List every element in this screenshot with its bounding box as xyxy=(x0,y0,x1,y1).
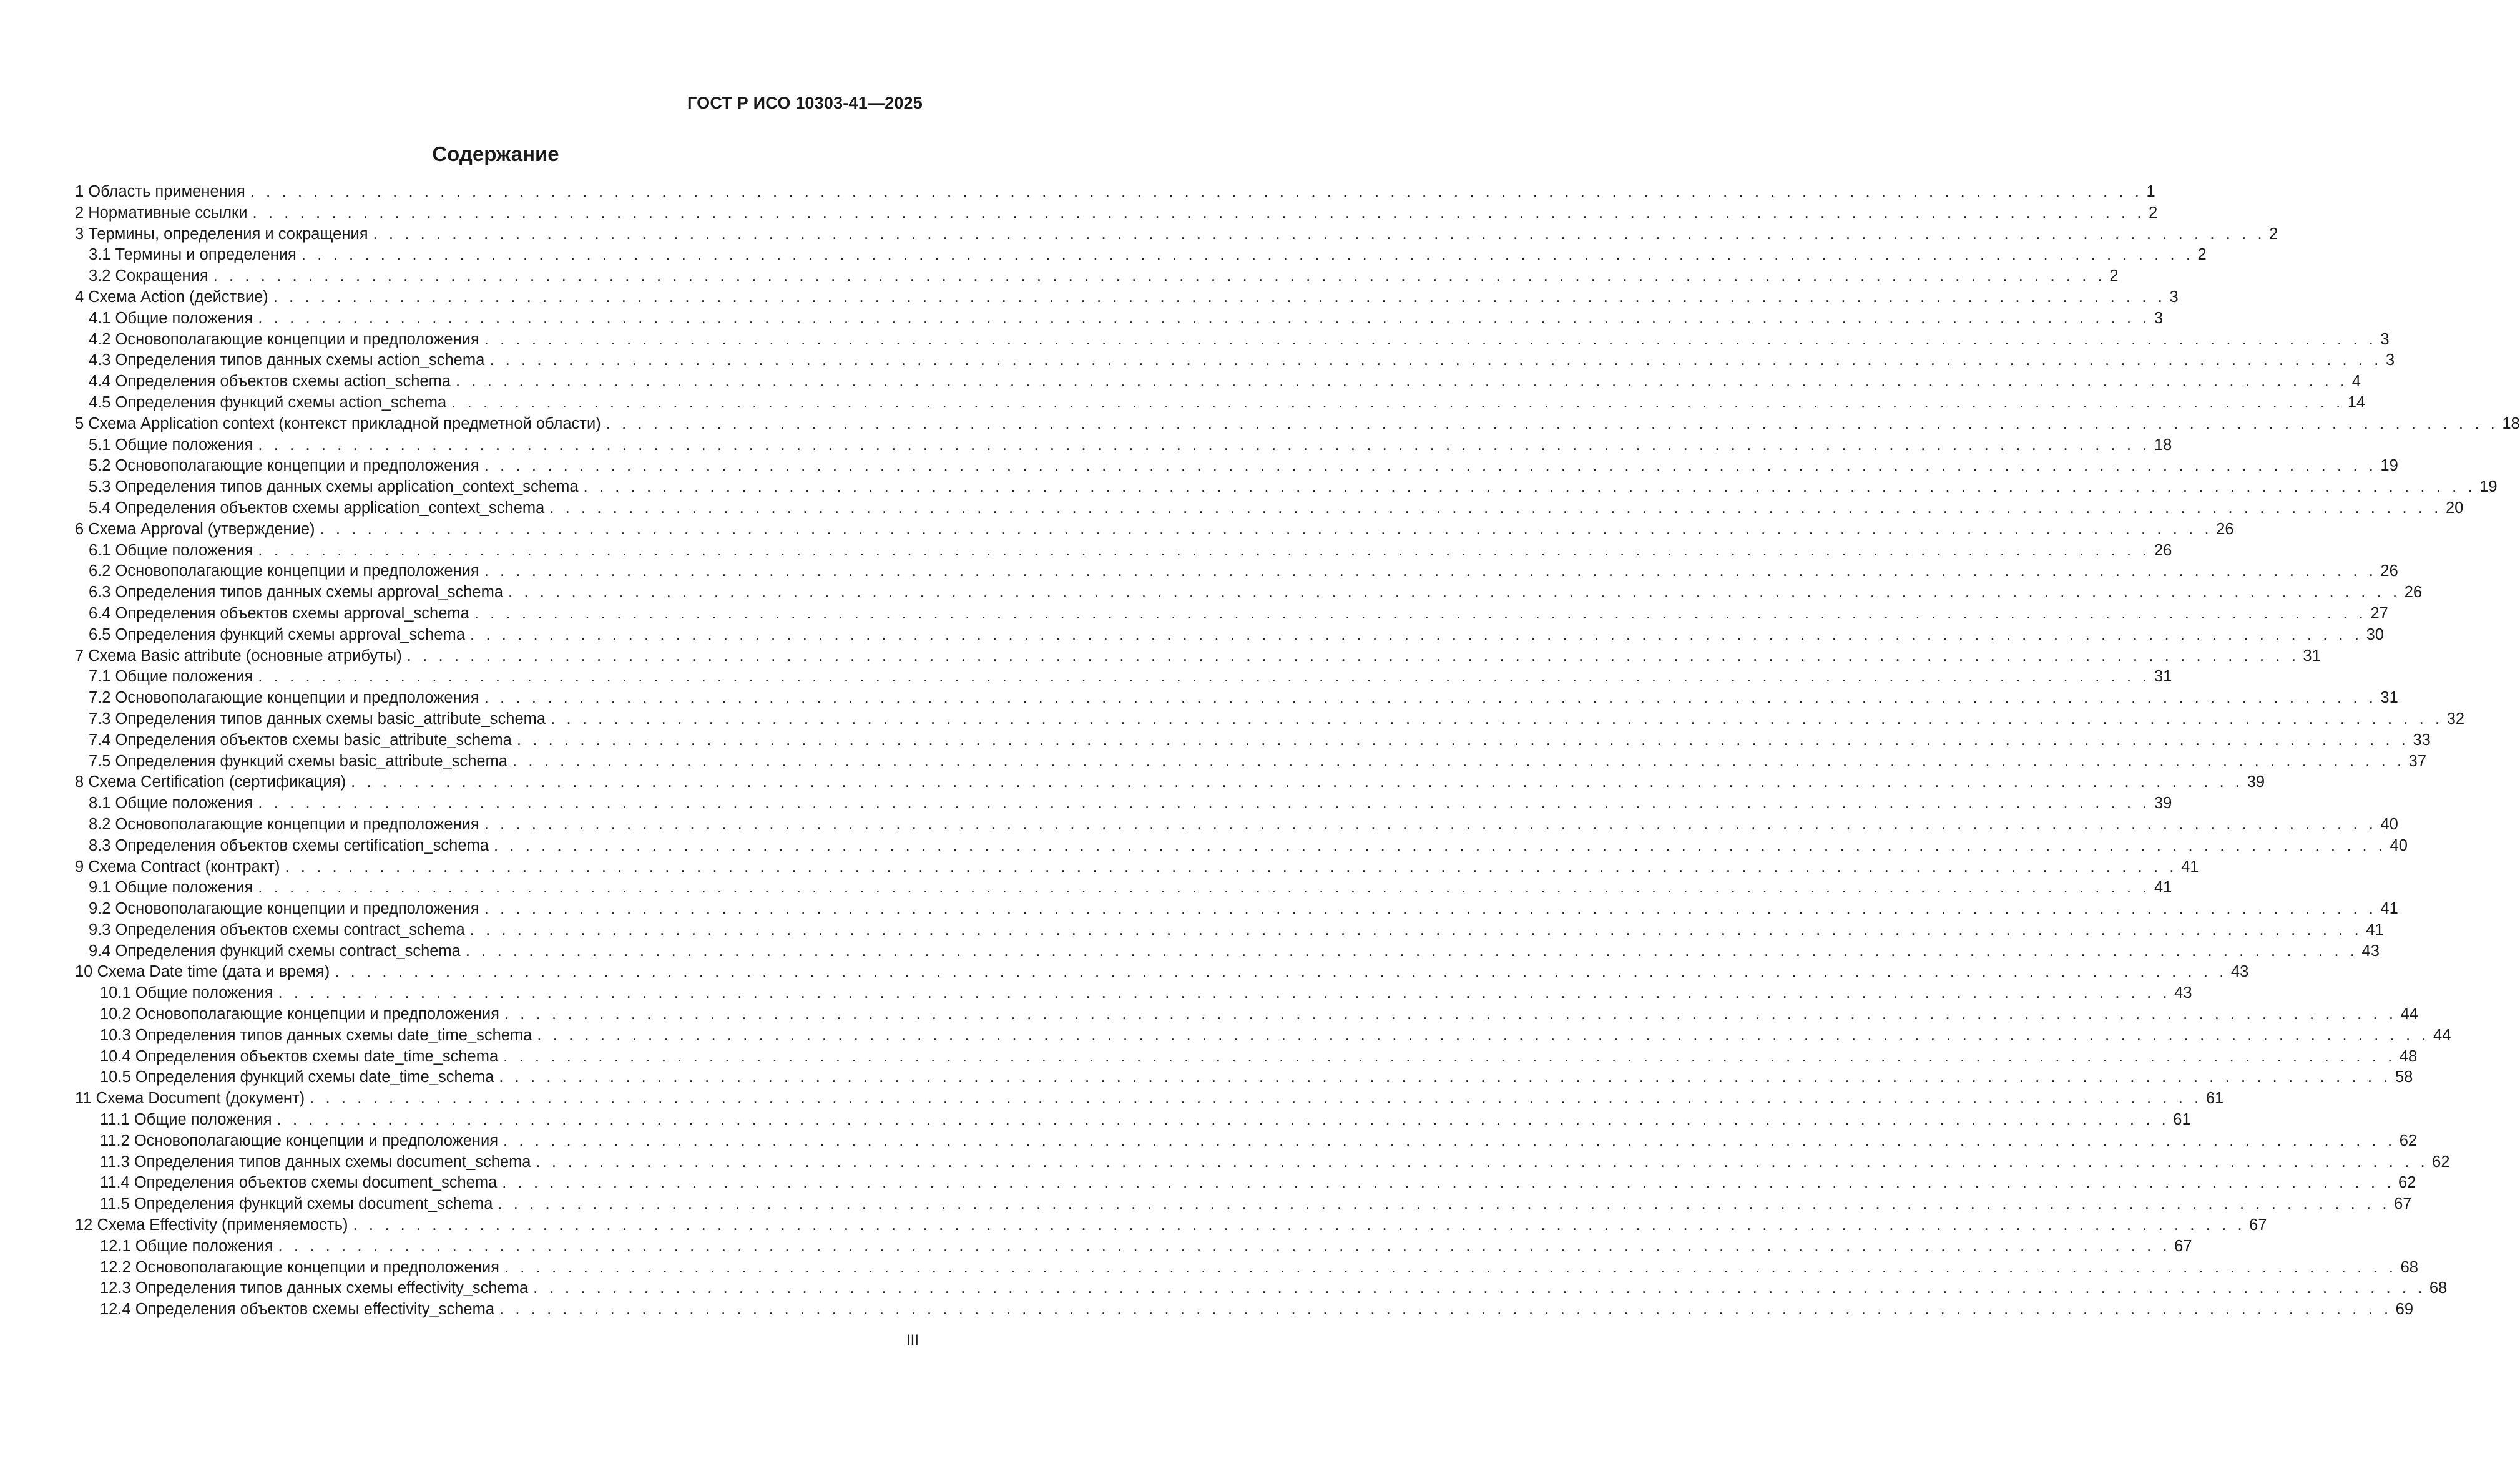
toc-leader-dots: . . . . . . . . . . . . . . . . . . . . . . . . . . . . . . . . . . . . . . . . . . . . . . . . . . . . . . . . . . . . . . . . . . . . . . . . . . . . . . . . . . . . . . . . . . . . . . . . . . . . . . . . . . . . . . . . . . . . . . . . xyxy=(301,246,2194,264)
toc-entry-page: 40 xyxy=(2380,815,2398,833)
toc-entry[interactable] xyxy=(75,1236,2192,1257)
toc-entry[interactable] xyxy=(75,414,2520,435)
toc-entry-label: 6.3 Определения типов данных схемы approval_schema xyxy=(89,583,504,602)
toc-leader-dots: . . . . . . . . . . . . . . . . . . . . . . . . . . . . . . . . . . . . . . . . . . . . . . . . . . . . . . . . . . . . . . . . . . . . . . . . . . . . . . . . . . . . . . . . . . . . . . . . . . . . . . . . . . . . . . . . . . . . . . . . xyxy=(499,1068,2391,1086)
toc-entry-page: 67 xyxy=(2394,1195,2412,1213)
toc-leader-dots: . . . . . . . . . . . . . . . . . . . . . . . . . . . . . . . . . . . . . . . . . . . . . . . . . . . . . . . . . . . . . . . . . . . . . . . . . . . . . . . . . . . . . . . . . . . . . . . . . . . . . . . . . . . . . . . . . . . . . . . . xyxy=(484,689,2377,707)
toc-entry-label: 9 Схема Contract (контракт) xyxy=(75,857,280,876)
toc-entry-page: 68 xyxy=(2429,1279,2448,1297)
toc-entry-page: 2 xyxy=(2109,267,2119,285)
toc-entry-label: 5.2 Основополагающие концепции и предположения xyxy=(89,457,479,475)
toc-entry-label: 5.4 Определения объектов схемы application_context_schema xyxy=(89,499,545,517)
toc-entry-page: 62 xyxy=(2398,1174,2416,1192)
toc-leader-dots: . . . . . . . . . . . . . . . . . . . . . . . . . . . . . . . . . . . . . . . . . . . . . . . . . . . . . . . . . . . . . . . . . . . . . . . . . . . . . . . . . . . . . . . . . . . . . . . . . . . . . . . . . . . . . . . . . . . . . . . . xyxy=(258,541,2150,559)
toc-entry-label: 3.2 Сокращения xyxy=(89,267,208,285)
toc-entry[interactable] xyxy=(75,245,2207,266)
toc-entry-label: 11.3 Определения типов данных схемы document_schema xyxy=(100,1153,531,1171)
toc-entry-page: 1 xyxy=(2146,183,2155,200)
toc-entry[interactable] xyxy=(75,899,2398,920)
toc-entry[interactable] xyxy=(75,1004,2418,1025)
toc-entry-label: 12.2 Основополагающие концепции и предположения xyxy=(100,1258,499,1276)
toc-entry-label: 10.5 Определения функций схемы date_time_schema xyxy=(100,1068,494,1086)
toc-entry-label: 11.2 Основополагающие концепции и предположения xyxy=(100,1131,499,1149)
toc-entry-label: 4.2 Основополагающие концепции и предположения xyxy=(89,330,479,348)
toc-leader-dots: . . . . . . . . . . . . . . . . . . . . . . . . . . . . . . . . . . . . . . . . . . . . . . . . . . . . . . . . . . . . . . . . . . . . . . . . . . . . . . . . . . . . . . . . . . . . . . . . . . . . . . . . . . . . . . . . . . . . . . . . xyxy=(512,752,2405,770)
toc-entry-page: 48 xyxy=(2399,1047,2418,1065)
toc-entry-label: 11.4 Определения объектов схемы document_schema xyxy=(100,1174,498,1192)
toc-leader-dots: . . . . . . . . . . . . . . . . . . . . . . . . . . . . . . . . . . . . . . . . . . . . . . . . . . . . . . . . . . . . . . . . . . . . . . . . . . . . . . . . . . . . . . . . . . . . . . . . . . . . . . . . . . . . . . . . . . . . . . . . xyxy=(250,183,2143,200)
toc-entry-page: 41 xyxy=(2154,879,2172,897)
toc-entry-label: 12 Схема Effectivity (применяемость) xyxy=(75,1216,348,1234)
toc-entry-page: 32 xyxy=(2446,710,2465,728)
toc-leader-dots: . . . . . . . . . . . . . . . . . . . . . . . . . . . . . . . . . . . . . . . . . . . . . . . . . . . . . . . . . . . . . . . . . . . . . . . . . . . . . . . . . . . . . . . . . . . . . . . . . . . . . . . . . . . . . . . . . . . . . . . . xyxy=(583,478,2476,496)
toc-entry[interactable] xyxy=(75,1257,2418,1279)
toc-leader-dots: . . . . . . . . . . . . . . . . . . . . . . . . . . . . . . . . . . . . . . . . . . . . . . . . . . . . . . . . . . . . . . . . . . . . . . . . . . . . . . . . . . . . . . . . . . . . . . . . . . . . . . . . . . . . . . . . . . . . . . . . xyxy=(456,373,2348,391)
toc-leader-dots: . . . . . . . . . . . . . . . . . . . . . . . . . . . . . . . . . . . . . . . . . . . . . . . . . . . . . . . . . . . . . . . . . . . . . . . . . . . . . . . . . . . . . . . . . . . . . . . . . . . . . . . . . . . . . . . . . . . . . . . . xyxy=(469,625,2363,643)
toc-entry[interactable] xyxy=(75,793,2172,814)
toc-leader-dots: . . . . . . . . . . . . . . . . . . . . . . . . . . . . . . . . . . . . . . . . . . . . . . . . . . . . . . . . . . . . . . . . . . . . . . . . . . . . . . . . . . . . . . . . . . . . . . . . . . . . . . . . . . . . . . . . . . . . . . . . xyxy=(258,794,2150,812)
toc-entry-label: 7.3 Определения типов данных схемы basic_attribute_schema xyxy=(89,710,546,728)
toc-entry-label: 2 Нормативные ссылки xyxy=(75,203,248,222)
toc-entry-page: 44 xyxy=(2433,1026,2451,1044)
toc-entry-page: 62 xyxy=(2432,1153,2450,1171)
toc-entry[interactable] xyxy=(75,182,2155,203)
toc-entry-page: 18 xyxy=(2502,414,2520,432)
toc-entry-page: 43 xyxy=(2361,942,2380,960)
toc-entry[interactable] xyxy=(75,941,2380,962)
toc-leader-dots: . . . . . . . . . . . . . . . . . . . . . . . . . . . . . . . . . . . . . . . . . . . . . . . . . . . . . . . . . . . . . . . . . . . . . . . . . . . . . . . . . . . . . . . . . . . . . . . . . . . . . . . . . . . . . . . . . . . . . . . . xyxy=(536,1153,2429,1171)
toc-leader-dots: . . . . . . . . . . . . . . . . . . . . . . . . . . . . . . . . . . . . . . . . . . . . . . . . . . . . . . . . . . . . . . . . . . . . . . . . . . . . . . . . . . . . . . . . . . . . . . . . . . . . . . . . . . . . . . . . . . . . . . . . xyxy=(252,203,2145,222)
toc-entry[interactable] xyxy=(75,561,2398,582)
toc-entry[interactable] xyxy=(75,1067,2413,1088)
toc-entry-page: 2 xyxy=(2197,246,2207,264)
toc-entry-page: 43 xyxy=(2174,984,2192,1002)
toc-entry[interactable] xyxy=(75,877,2172,899)
toc-entry[interactable] xyxy=(75,1278,2448,1299)
toc-entry-page: 68 xyxy=(2400,1258,2418,1276)
toc-entry[interactable] xyxy=(75,203,2158,224)
toc-entry[interactable] xyxy=(75,435,2172,456)
toc-entry-page: 67 xyxy=(2174,1237,2192,1255)
toc-entry-page: 41 xyxy=(2380,900,2398,918)
toc-entry[interactable] xyxy=(75,1173,2416,1194)
toc-entry-page: 26 xyxy=(2404,583,2423,602)
toc-entry-label: 4.3 Определения типов данных схемы action_schema xyxy=(89,351,485,369)
toc-leader-dots: . . . . . . . . . . . . . . . . . . . . . . . . . . . . . . . . . . . . . . . . . . . . . . . . . . . . . . . . . . . . . . . . . . . . . . . . . . . . . . . . . . . . . . . . . . . . . . . . . . . . . . . . . . . . . . . . . . . . . . . . xyxy=(484,457,2377,475)
toc-entry[interactable] xyxy=(75,920,2384,941)
toc-leader-dots: . . . . . . . . . . . . . . . . . . . . . . . . . . . . . . . . . . . . . . . . . . . . . . . . . . . . . . . . . . . . . . . . . . . . . . . . . . . . . . . . . . . . . . . . . . . . . . . . . . . . . . . . . . . . . . . . . . . . . . . . xyxy=(484,330,2377,348)
toc-entry-page: 3 xyxy=(2385,351,2395,369)
toc-entry-page: 2 xyxy=(2149,203,2158,222)
toc-leader-dots: . . . . . . . . . . . . . . . . . . . . . . . . . . . . . . . . . . . . . . . . . . . . . . . . . . . . . . . . . . . . . . . . . . . . . . . . . . . . . . . . . . . . . . . . . . . . . . . . . . . . . . . . . . . . . . . . . . . . . . . . xyxy=(605,414,2499,432)
toc-entry-page: 27 xyxy=(2370,604,2388,622)
toc-leader-dots: . . . . . . . . . . . . . . . . . . . . . . . . . . . . . . . . . . . . . . . . . . . . . . . . . . . . . . . . . . . . . . . . . . . . . . . . . . . . . . . . . . . . . . . . . . . . . . . . . . . . . . . . . . . . . . . . . . . . . . . . xyxy=(278,984,2171,1002)
toc-leader-dots: . . . . . . . . . . . . . . . . . . . . . . . . . . . . . . . . . . . . . . . . . . . . . . . . . . . . . . . . . . . . . . . . . . . . . . . . . . . . . . . . . . . . . . . . . . . . . . . . . . . . . . . . . . . . . . . . . . . . . . . . xyxy=(503,1131,2396,1149)
toc-leader-dots: . . . . . . . . . . . . . . . . . . . . . . . . . . . . . . . . . . . . . . . . . . . . . . . . . . . . . . . . . . . . . . . . . . . . . . . . . . . . . . . . . . . . . . . . . . . . . . . . . . . . . . . . . . . . . . . . . . . . . . . . xyxy=(285,857,2178,876)
toc-entry[interactable] xyxy=(75,1215,2267,1236)
toc-entry[interactable] xyxy=(75,857,2199,878)
toc-entry-label: 10.3 Определения типов данных схемы date_time_schema xyxy=(100,1026,532,1044)
toc-entry-label: 12.4 Определения объектов схемы effectivity_schema xyxy=(100,1300,494,1319)
toc-entry-page: 31 xyxy=(2154,668,2172,686)
toc-entry-label: 11 Схема Document (документ) xyxy=(75,1090,305,1108)
toc-entry-page: 69 xyxy=(2395,1300,2414,1319)
toc-leader-dots: . . . . . . . . . . . . . . . . . . . . . . . . . . . . . . . . . . . . . . . . . . . . . . . . . . . . . . . . . . . . . . . . . . . . . . . . . . . . . . . . . . . . . . . . . . . . . . . . . . . . . . . . . . . . . . . . . . . . . . . . xyxy=(213,267,2106,285)
toc-entry[interactable] xyxy=(75,519,2234,540)
toc-entry[interactable] xyxy=(75,329,2390,351)
toc-entry-page: 19 xyxy=(2380,457,2398,475)
toc-entry-label: 1 Область применения xyxy=(75,183,245,200)
toc-entry[interactable] xyxy=(75,751,2427,773)
toc-leader-dots: . . . . . . . . . . . . . . . . . . . . . . . . . . . . . . . . . . . . . . . . . . . . . . . . . . . . . . . . . . . . . . . . . . . . . . . . . . . . . . . . . . . . . . . . . . . . . . . . . . . . . . . . . . . . . . . . . . . . . . . . xyxy=(258,668,2150,686)
toc-entry-page: 20 xyxy=(2445,499,2464,517)
page-number: III xyxy=(906,1332,919,1349)
toc-entry-label: 4.4 Определения объектов схемы action_schema xyxy=(89,373,451,391)
toc-entry-page: 58 xyxy=(2395,1068,2413,1086)
table-of-contents xyxy=(75,182,2520,1320)
toc-entry-page: 26 xyxy=(2216,520,2234,538)
toc-entry[interactable] xyxy=(75,224,2278,245)
toc-entry-page: 26 xyxy=(2154,541,2172,559)
toc-entry[interactable] xyxy=(75,308,2164,329)
toc-entry-label: 11.5 Определения функций схемы document_schema xyxy=(100,1195,493,1213)
toc-entry-page: 19 xyxy=(2479,478,2498,496)
toc-leader-dots: . . . . . . . . . . . . . . . . . . . . . . . . . . . . . . . . . . . . . . . . . . . . . . . . . . . . . . . . . . . . . . . . . . . . . . . . . . . . . . . . . . . . . . . . . . . . . . . . . . . . . . . . . . . . . . . . . . . . . . . . xyxy=(484,562,2377,580)
toc-leader-dots: . . . . . . . . . . . . . . . . . . . . . . . . . . . . . . . . . . . . . . . . . . . . . . . . . . . . . . . . . . . . . . . . . . . . . . . . . . . . . . . . . . . . . . . . . . . . . . . . . . . . . . . . . . . . . . . . . . . . . . . . xyxy=(451,393,2344,411)
toc-entry[interactable] xyxy=(75,603,2388,625)
toc-entry-label: 4 Схема Action (действие) xyxy=(75,288,268,306)
toc-entry-page: 37 xyxy=(2408,752,2427,770)
toc-entry-label: 12.1 Общие положения xyxy=(100,1237,273,1255)
toc-entry-page: 18 xyxy=(2154,436,2172,454)
toc-leader-dots: . . . . . . . . . . . . . . . . . . . . . . . . . . . . . . . . . . . . . . . . . . . . . . . . . . . . . . . . . . . . . . . . . . . . . . . . . . . . . . . . . . . . . . . . . . . . . . . . . . . . . . . . . . . . . . . . . . . . . . . . xyxy=(278,1237,2171,1255)
toc-entry-page: 62 xyxy=(2399,1131,2418,1149)
toc-entry-label: 6.5 Определения функций схемы approval_schema xyxy=(89,625,465,643)
toc-entry-page: 40 xyxy=(2390,836,2408,854)
toc-leader-dots: . . . . . . . . . . . . . . . . . . . . . . . . . . . . . . . . . . . . . . . . . . . . . . . . . . . . . . . . . . . . . . . . . . . . . . . . . . . . . . . . . . . . . . . . . . . . . . . . . . . . . . . . . . . . . . . . . . . . . . . . xyxy=(551,710,2443,728)
toc-entry-page: 3 xyxy=(2154,309,2164,327)
toc-entry-page: 61 xyxy=(2205,1090,2224,1108)
toc-entry[interactable] xyxy=(75,540,2172,562)
toc-entry[interactable] xyxy=(75,350,2395,371)
toc-leader-dots: . . . . . . . . . . . . . . . . . . . . . . . . . . . . . . . . . . . . . . . . . . . . . . . . . . . . . . . . . . . . . . . . . . . . . . . . . . . . . . . . . . . . . . . . . . . . . . . . . . . . . . . . . . . . . . . . . . . . . . . . xyxy=(484,815,2377,833)
toc-leader-dots: . . . . . . . . . . . . . . . . . . . . . . . . . . . . . . . . . . . . . . . . . . . . . . . . . . . . . . . . . . . . . . . . . . . . . . . . . . . . . . . . . . . . . . . . . . . . . . . . . . . . . . . . . . . . . . . . . . . . . . . . xyxy=(258,309,2150,327)
toc-entry-page: 41 xyxy=(2181,857,2199,876)
toc-title: Содержание xyxy=(432,142,559,165)
toc-leader-dots: . . . . . . . . . . . . . . . . . . . . . . . . . . . . . . . . . . . . . . . . . . . . . . . . . . . . . . . . . . . . . . . . . . . . . . . . . . . . . . . . . . . . . . . . . . . . . . . . . . . . . . . . . . . . . . . . . . . . . . . . xyxy=(504,1258,2397,1276)
toc-entry-label: 11.1 Общие положения xyxy=(100,1111,272,1129)
toc-entry-label: 10.4 Определения объектов схемы date_time_schema xyxy=(100,1047,499,1065)
toc-entry-page: 14 xyxy=(2347,393,2366,411)
toc-entry-page: 26 xyxy=(2380,562,2398,580)
toc-entry[interactable] xyxy=(75,625,2384,646)
toc-leader-dots: . . . . . . . . . . . . . . . . . . . . . . . . . . . . . . . . . . . . . . . . . . . . . . . . . . . . . . . . . . . . . . . . . . . . . . . . . . . . . . . . . . . . . . . . . . . . . . . . . . . . . . . . . . . . . . . . . . . . . . . . xyxy=(310,1090,2202,1108)
toc-entry-page: 31 xyxy=(2380,689,2398,707)
toc-leader-dots: . . . . . . . . . . . . . . . . . . . . . . . . . . . . . . . . . . . . . . . . . . . . . . . . . . . . . . . . . . . . . . . . . . . . . . . . . . . . . . . . . . . . . . . . . . . . . . . . . . . . . . . . . . . . . . . . . . . . . . . . xyxy=(465,942,2358,960)
toc-entry[interactable] xyxy=(75,498,2464,519)
toc-entry[interactable] xyxy=(75,477,2498,498)
toc-entry[interactable] xyxy=(75,287,2179,308)
toc-entry-page: 44 xyxy=(2400,1005,2418,1023)
toc-entry[interactable] xyxy=(75,814,2398,836)
toc-entry[interactable] xyxy=(75,266,2119,287)
toc-entry[interactable] xyxy=(75,1088,2224,1110)
toc-entry-label: 3.1 Термины и определения xyxy=(89,246,297,264)
toc-entry[interactable] xyxy=(75,962,2249,983)
toc-entry[interactable] xyxy=(75,393,2366,414)
toc-leader-dots: . . . . . . . . . . . . . . . . . . . . . . . . . . . . . . . . . . . . . . . . . . . . . . . . . . . . . . . . . . . . . . . . . . . . . . . . . . . . . . . . . . . . . . . . . . . . . . . . . . . . . . . . . . . . . . . . . . . . . . . . xyxy=(484,900,2377,918)
toc-entry[interactable] xyxy=(75,772,2265,793)
toc-entry[interactable] xyxy=(75,836,2408,857)
toc-leader-dots: . . . . . . . . . . . . . . . . . . . . . . . . . . . . . . . . . . . . . . . . . . . . . . . . . . . . . . . . . . . . . . . . . . . . . . . . . . . . . . . . . . . . . . . . . . . . . . . . . . . . . . . . . . . . . . . . . . . . . . . . xyxy=(504,1005,2397,1023)
toc-entry-page: 39 xyxy=(2247,773,2265,791)
toc-leader-dots: . . . . . . . . . . . . . . . . . . . . . . . . . . . . . . . . . . . . . . . . . . . . . . . . . . . . . . . . . . . . . . . . . . . . . . . . . . . . . . . . . . . . . . . . . . . . . . . . . . . . . . . . . . . . . . . . . . . . . . . . xyxy=(258,879,2150,897)
toc-entry-label: 7.2 Основополагающие концепции и предположения xyxy=(89,689,479,707)
toc-entry-label: 5 Схема Application context (контекст прикладной предметной области) xyxy=(75,414,601,432)
toc-entry-label: 9.2 Основополагающие концепции и предположения xyxy=(89,900,479,918)
toc-entry[interactable] xyxy=(75,1025,2451,1047)
toc-entry[interactable] xyxy=(75,646,2321,667)
toc-leader-dots: . . . . . . . . . . . . . . . . . . . . . . . . . . . . . . . . . . . . . . . . . . . . . . . . . . . . . . . . . . . . . . . . . . . . . . . . . . . . . . . . . . . . . . . . . . . . . . . . . . . . . . . . . . . . . . . . . . . . . . . . xyxy=(498,1195,2391,1213)
toc-leader-dots: . . . . . . . . . . . . . . . . . . . . . . . . . . . . . . . . . . . . . . . . . . . . . . . . . . . . . . . . . . . . . . . . . . . . . . . . . . . . . . . . . . . . . . . . . . . . . . . . . . . . . . . . . . . . . . . . . . . . . . . . xyxy=(406,647,2300,665)
toc-leader-dots: . . . . . . . . . . . . . . . . . . . . . . . . . . . . . . . . . . . . . . . . . . . . . . . . . . . . . . . . . . . . . . . . . . . . . . . . . . . . . . . . . . . . . . . . . . . . . . . . . . . . . . . . . . . . . . . . . . . . . . . . xyxy=(351,773,2243,791)
toc-leader-dots: . . . . . . . . . . . . . . . . . . . . . . . . . . . . . . . . . . . . . . . . . . . . . . . . . . . . . . . . . . . . . . . . . . . . . . . . . . . . . . . . . . . . . . . . . . . . . . . . . . . . . . . . . . . . . . . . . . . . . . . . xyxy=(273,288,2166,306)
toc-entry-label: 6 Схема Approval (утверждение) xyxy=(75,520,315,538)
toc-entry-label: 10.2 Основополагающие концепции и предположения xyxy=(100,1005,499,1023)
toc-entry[interactable] xyxy=(75,371,2361,393)
toc-entry-label: 4.1 Общие положения xyxy=(89,309,253,327)
toc-leader-dots: . . . . . . . . . . . . . . . . . . . . . . . . . . . . . . . . . . . . . . . . . . . . . . . . . . . . . . . . . . . . . . . . . . . . . . . . . . . . . . . . . . . . . . . . . . . . . . . . . . . . . . . . . . . . . . . . . . . . . . . . xyxy=(537,1026,2430,1044)
toc-entry[interactable] xyxy=(75,709,2465,730)
toc-entry[interactable] xyxy=(75,1152,2450,1173)
toc-entry-label: 7.1 Общие положения xyxy=(89,668,253,686)
toc-entry-page: 3 xyxy=(2380,330,2390,348)
toc-entry-label: 3 Термины, определения и сокращения xyxy=(75,225,368,243)
toc-entry-label: 4.5 Определения функций схемы action_schema xyxy=(89,393,447,411)
toc-leader-dots: . . . . . . . . . . . . . . . . . . . . . . . . . . . . . . . . . . . . . . . . . . . . . . . . . . . . . . . . . . . . . . . . . . . . . . . . . . . . . . . . . . . . . . . . . . . . . . . . . . . . . . . . . . . . . . . . . . . . . . . . xyxy=(503,1047,2396,1065)
toc-leader-dots: . . . . . . . . . . . . . . . . . . . . . . . . . . . . . . . . . . . . . . . . . . . . . . . . . . . . . . . . . . . . . . . . . . . . . . . . . . . . . . . . . . . . . . . . . . . . . . . . . . . . . . . . . . . . . . . . . . . . . . . . xyxy=(493,836,2386,854)
toc-entry-page: 31 xyxy=(2303,647,2321,665)
toc-leader-dots: . . . . . . . . . . . . . . . . . . . . . . . . . . . . . . . . . . . . . . . . . . . . . . . . . . . . . . . . . . . . . . . . . . . . . . . . . . . . . . . . . . . . . . . . . . . . . . . . . . . . . . . . . . . . . . . . . . . . . . . . xyxy=(502,1174,2395,1192)
toc-leader-dots: . . . . . . . . . . . . . . . . . . . . . . . . . . . . . . . . . . . . . . . . . . . . . . . . . . . . . . . . . . . . . . . . . . . . . . . . . . . . . . . . . . . . . . . . . . . . . . . . . . . . . . . . . . . . . . . . . . . . . . . . xyxy=(549,499,2442,517)
toc-entry-page: 2 xyxy=(2269,225,2278,243)
toc-leader-dots: . . . . . . . . . . . . . . . . . . . . . . . . . . . . . . . . . . . . . . . . . . . . . . . . . . . . . . . . . . . . . . . . . . . . . . . . . . . . . . . . . . . . . . . . . . . . . . . . . . . . . . . . . . . . . . . . . . . . . . . . xyxy=(320,520,2213,538)
toc-leader-dots: . . . . . . . . . . . . . . . . . . . . . . . . . . . . . . . . . . . . . . . . . . . . . . . . . . . . . . . . . . . . . . . . . . . . . . . . . . . . . . . . . . . . . . . . . . . . . . . . . . . . . . . . . . . . . . . . . . . . . . . . xyxy=(258,436,2150,454)
toc-entry-label: 7 Схема Basic attribute (основные атрибуты) xyxy=(75,647,402,665)
toc-leader-dots: . . . . . . . . . . . . . . . . . . . . . . . . . . . . . . . . . . . . . . . . . . . . . . . . . . . . . . . . . . . . . . . . . . . . . . . . . . . . . . . . . . . . . . . . . . . . . . . . . . . . . . . . . . . . . . . . . . . . . . . . xyxy=(499,1300,2392,1319)
toc-leader-dots: . . . . . . . . . . . . . . . . . . . . . . . . . . . . . . . . . . . . . . . . . . . . . . . . . . . . . . . . . . . . . . . . . . . . . . . . . . . . . . . . . . . . . . . . . . . . . . . . . . . . . . . . . . . . . . . . . . . . . . . . xyxy=(516,731,2410,749)
toc-leader-dots: . . . . . . . . . . . . . . . . . . . . . . . . . . . . . . . . . . . . . . . . . . . . . . . . . . . . . . . . . . . . . . . . . . . . . . . . . . . . . . . . . . . . . . . . . . . . . . . . . . . . . . . . . . . . . . . . . . . . . . . . xyxy=(373,225,2266,243)
toc-entry[interactable] xyxy=(75,688,2398,709)
toc-entry-label: 9.4 Определения функций схемы contract_schema xyxy=(89,942,461,960)
toc-entry-label: 7.5 Определения функций схемы basic_attribute_schema xyxy=(89,752,507,770)
toc-entry-label: 6.4 Определения объектов схемы approval_schema xyxy=(89,604,469,622)
toc-entry-label: 9.3 Определения объектов схемы contract_schema xyxy=(89,920,465,939)
toc-entry-label: 8.3 Определения объектов схемы certification_schema xyxy=(89,836,489,854)
toc-entry-label: 7.4 Определения объектов схемы basic_attribute_schema xyxy=(89,731,512,749)
toc-leader-dots: . . . . . . . . . . . . . . . . . . . . . . . . . . . . . . . . . . . . . . . . . . . . . . . . . . . . . . . . . . . . . . . . . . . . . . . . . . . . . . . . . . . . . . . . . . . . . . . . . . . . . . . . . . . . . . . . . . . . . . . . xyxy=(335,963,2227,981)
toc-entry[interactable] xyxy=(75,1194,2412,1215)
toc-entry-label: 8 Схема Certification (сертификация) xyxy=(75,773,346,791)
toc-entry[interactable] xyxy=(75,1299,2414,1320)
toc-entry-page: 43 xyxy=(2230,963,2249,981)
toc-entry-page: 33 xyxy=(2413,731,2431,749)
toc-entry-label: 8.2 Основополагающие концепции и предположения xyxy=(89,815,479,833)
toc-leader-dots: . . . . . . . . . . . . . . . . . . . . . . . . . . . . . . . . . . . . . . . . . . . . . . . . . . . . . . . . . . . . . . . . . . . . . . . . . . . . . . . . . . . . . . . . . . . . . . . . . . . . . . . . . . . . . . . . . . . . . . . . xyxy=(277,1111,2170,1129)
toc-leader-dots: . . . . . . . . . . . . . . . . . . . . . . . . . . . . . . . . . . . . . . . . . . . . . . . . . . . . . . . . . . . . . . . . . . . . . . . . . . . . . . . . . . . . . . . . . . . . . . . . . . . . . . . . . . . . . . . . . . . . . . . . xyxy=(489,351,2382,369)
toc-entry-page: 39 xyxy=(2154,794,2172,812)
toc-entry[interactable] xyxy=(75,666,2172,688)
toc-entry-page: 41 xyxy=(2366,920,2384,939)
toc-entry[interactable] xyxy=(75,582,2423,603)
toc-entry[interactable] xyxy=(75,983,2192,1004)
toc-entry-label: 12.3 Определения типов данных схемы effectivity_schema xyxy=(100,1279,529,1297)
toc-entry-label: 10 Схема Date time (дата и время) xyxy=(75,963,330,981)
toc-entry[interactable] xyxy=(75,1110,2191,1131)
toc-entry-label: 10.1 Общие положения xyxy=(100,984,273,1002)
toc-leader-dots: . . . . . . . . . . . . . . . . . . . . . . . . . . . . . . . . . . . . . . . . . . . . . . . . . . . . . . . . . . . . . . . . . . . . . . . . . . . . . . . . . . . . . . . . . . . . . . . . . . . . . . . . . . . . . . . . . . . . . . . . xyxy=(469,920,2363,939)
toc-entry-label: 6.2 Основополагающие концепции и предположения xyxy=(89,562,479,580)
toc-leader-dots: . . . . . . . . . . . . . . . . . . . . . . . . . . . . . . . . . . . . . . . . . . . . . . . . . . . . . . . . . . . . . . . . . . . . . . . . . . . . . . . . . . . . . . . . . . . . . . . . . . . . . . . . . . . . . . . . . . . . . . . . xyxy=(508,583,2401,602)
document-code-header: ГОСТ Р ИСО 10303-41—2025 xyxy=(687,94,923,112)
toc-entry-page: 3 xyxy=(2169,288,2179,306)
toc-entry-label: 5.3 Определения типов данных схемы application_context_schema xyxy=(89,478,579,496)
toc-entry-page: 30 xyxy=(2366,625,2384,643)
toc-entry[interactable] xyxy=(75,1047,2418,1068)
toc-leader-dots: . . . . . . . . . . . . . . . . . . . . . . . . . . . . . . . . . . . . . . . . . . . . . . . . . . . . . . . . . . . . . . . . . . . . . . . . . . . . . . . . . . . . . . . . . . . . . . . . . . . . . . . . . . . . . . . . . . . . . . . . xyxy=(353,1216,2246,1234)
toc-entry-label: 8.1 Общие положения xyxy=(89,794,253,812)
toc-entry-page: 4 xyxy=(2351,373,2361,391)
toc-entry[interactable] xyxy=(75,730,2431,751)
toc-entry-page: 61 xyxy=(2173,1111,2191,1129)
toc-leader-dots: . . . . . . . . . . . . . . . . . . . . . . . . . . . . . . . . . . . . . . . . . . . . . . . . . . . . . . . . . . . . . . . . . . . . . . . . . . . . . . . . . . . . . . . . . . . . . . . . . . . . . . . . . . . . . . . . . . . . . . . . xyxy=(474,604,2367,622)
toc-entry[interactable] xyxy=(75,456,2398,477)
toc-entry[interactable] xyxy=(75,1131,2418,1152)
toc-entry-label: 5.1 Общие положения xyxy=(89,436,253,454)
toc-entry-page: 67 xyxy=(2249,1216,2267,1234)
toc-entry-label: 6.1 Общие положения xyxy=(89,541,253,559)
toc-leader-dots: . . . . . . . . . . . . . . . . . . . . . . . . . . . . . . . . . . . . . . . . . . . . . . . . . . . . . . . . . . . . . . . . . . . . . . . . . . . . . . . . . . . . . . . . . . . . . . . . . . . . . . . . . . . . . . . . . . . . . . . . xyxy=(533,1279,2426,1297)
toc-entry-label: 9.1 Общие положения xyxy=(89,879,253,897)
